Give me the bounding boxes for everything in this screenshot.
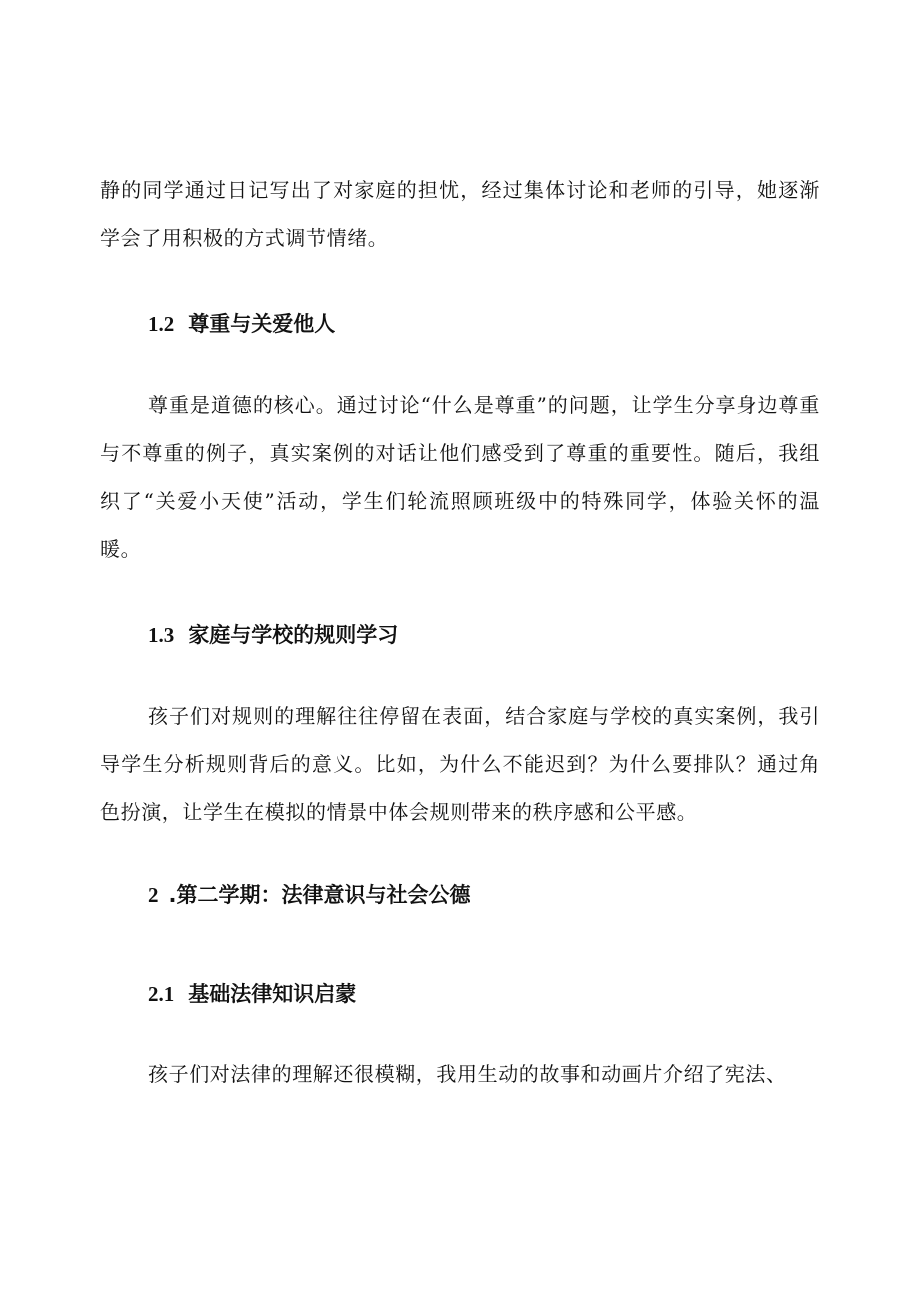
section-title: 基础法律知识启蒙 bbox=[188, 982, 357, 1006]
section-heading-2-1 bbox=[148, 979, 356, 1009]
section-heading-1-2 bbox=[148, 309, 335, 339]
chapter-title: .第二学期：法律意识与社会公德 bbox=[168, 883, 471, 907]
section-heading-1-3 bbox=[148, 620, 398, 650]
paragraph-respect: 尊重是道德的核心。通过讨论“什么是尊重”的问题，让学生分享身边尊重与不尊重的例子，真实案例的对话让他们感受到了尊重的重要性。随后，我组织了“关爱小天使”活动，学生们轮流照顾班级中的特殊同学，体验关怀的温暖。 bbox=[100, 393, 820, 561]
paragraph-emotion-regulation: 静的同学通过日记写出了对家庭的担忧，经过集体讨论和老师的引导，她逐渐学会了用积极的方式调节情绪。 bbox=[100, 178, 820, 250]
paragraph-rules: 孩子们对规则的理解往往停留在表面，结合家庭与学校的真实案例，我引导学生分析规则背后的意义。比如，为什么不能迟到？为什么要排队？通过角色扮演，让学生在模拟的情景中体会规则带来的秩序感和公平感。 bbox=[100, 704, 820, 824]
chapter-heading-2 bbox=[148, 880, 470, 910]
section-number: 2.1 bbox=[148, 982, 175, 1006]
chapter-number: 2 bbox=[148, 883, 159, 907]
section-number: 1.2 bbox=[148, 312, 175, 336]
section-title: 家庭与学校的规则学习 bbox=[188, 623, 399, 647]
section-title: 尊重与关爱他人 bbox=[188, 312, 336, 336]
paragraph-law-basics: 孩子们对法律的理解还很模糊，我用生动的故事和动画片介绍了宪法、 bbox=[148, 1062, 787, 1086]
section-number: 1.3 bbox=[148, 623, 175, 647]
